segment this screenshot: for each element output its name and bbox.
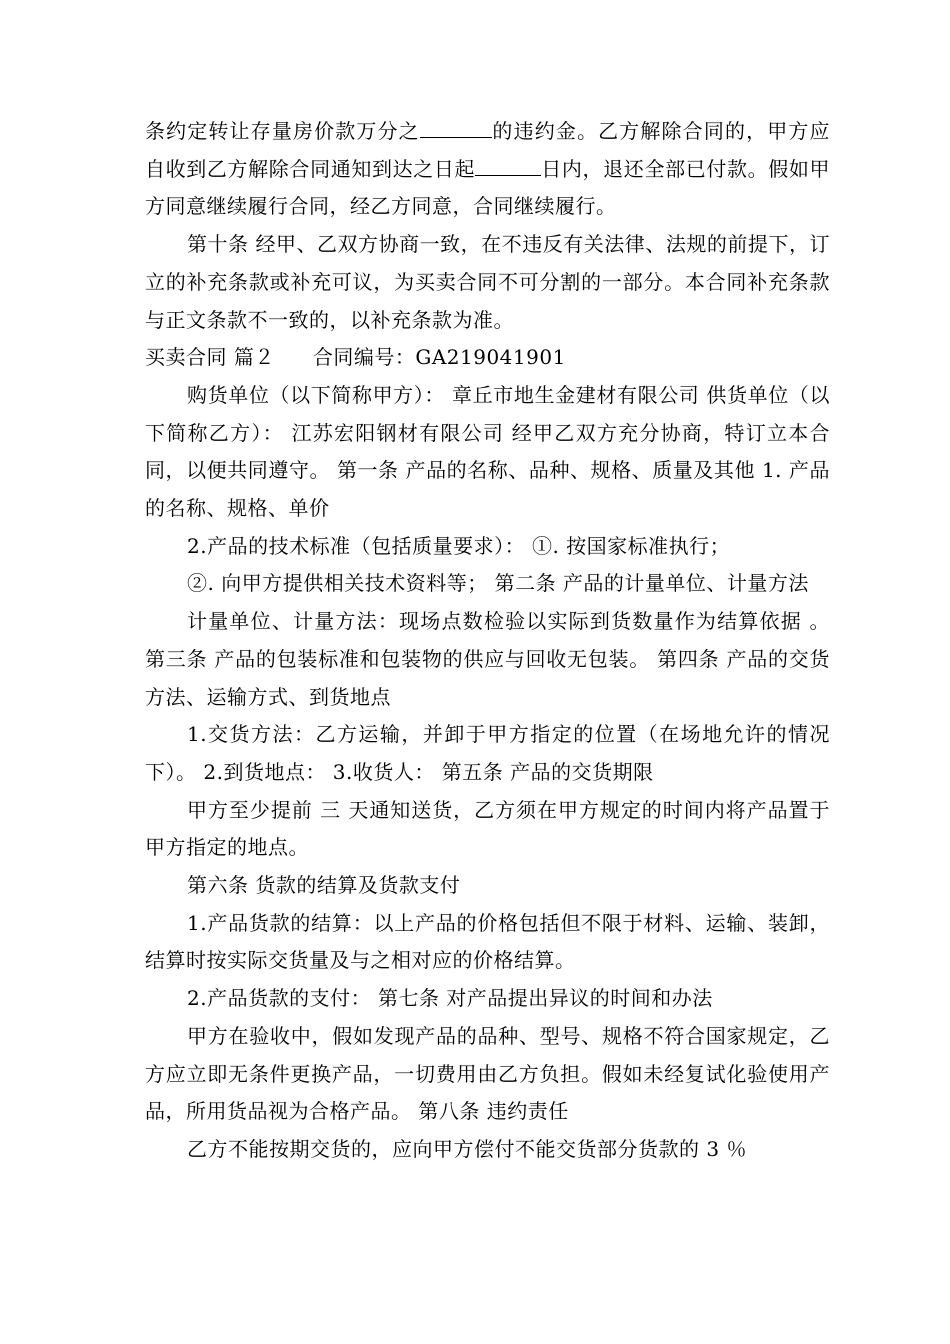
- paragraph-payment: 2.产品货款的支付： 第七条 对产品提出异议的时间和办法: [187, 986, 713, 1011]
- contract-header: [145, 339, 830, 377]
- paragraph-measurement: 计量单位、计量方法：现场点数检验以实际到货数量作为结算依据 。 第三条 产品的包装标准和包装物的供应与回收无包装。 第四条 产品的交货方法、运输方式、到货地点: [145, 609, 830, 709]
- fill-in-blank: [475, 153, 541, 176]
- paragraph-inspection: 甲方在验收中，假如发现产品的品种、型号、规格不符合国家规定，乙方应立即无条件更换产品，一切费用由乙方负担。假如未经复试化验使用产品，所用货品视为合格产品。 第八条 违约责任: [145, 1023, 830, 1124]
- paragraph-delivery-notice: 甲方至少提前 三 天通知送货，乙方须在甲方规定的时间内将产品置于甲方指定的地点。: [145, 797, 830, 860]
- paragraph-technical-standard: 2.产品的技术标准（包括质量要求）： ①. 按国家标准执行；: [187, 533, 731, 558]
- paragraph-article-2: ②. 向甲方提供相关技术资料等； 第二条 产品的计量单位、计量方法: [187, 571, 809, 596]
- document-body: [145, 113, 830, 1169]
- contract-number: 合同编号：GA219041901: [312, 345, 566, 370]
- paragraph-settlement: 1.产品货款的结算：以上产品的价格包括但不限于材料、运输、装卸，结算时按实际交货量及与之相对应的价格结算。: [145, 910, 830, 973]
- paragraph-article-10: 第十条 经甲、乙双方协商一致，在不违反有关法律、法规的前提下，订立的补充条款或补充可议，为买卖合同不可分割的一部分。本合同补充条款与正文条款不一致的，以补充条款为准。: [145, 232, 830, 332]
- text-segment: 的违约金。乙方解除合同的，甲方应自收到乙方解除合同通知到达之日起: [145, 119, 831, 181]
- text-segment: 条约定转让存量房价款万分之: [145, 119, 420, 143]
- paragraph-delivery-method: 1.交货方法：乙方运输，并卸于甲方指定的位置（在场地允许的情况下）。 2.到货地点： 3.收货人： 第五条 产品的交货期限: [145, 722, 830, 784]
- paragraph-penalty-clause: [145, 113, 830, 226]
- paragraph-breach: 乙方不能按期交货的，应向甲方偿付不能交货部分货款的 3 ％: [187, 1136, 747, 1161]
- fill-in-blank: [420, 115, 492, 138]
- paragraph-article-6: 第六条 货款的结算及货款支付: [187, 873, 461, 898]
- text-segment: 日内，退还全部已付款。假如甲方同意继续履行合同，经乙方同意，合同继续履行。: [145, 156, 831, 219]
- contract-title: 买卖合同 篇２: [145, 345, 275, 370]
- paragraph-parties: 购货单位（以下简称甲方）： 章丘市地生金建材有限公司 供货单位（以下简称乙方）： 江苏宏阳钢材有限公司 经甲乙双方充分协商，特订立本合同，以便共同遵守。 第一条 产品的名称、品种、规格、质量及其他 1. 产品的名称、规格、单价: [145, 382, 830, 521]
